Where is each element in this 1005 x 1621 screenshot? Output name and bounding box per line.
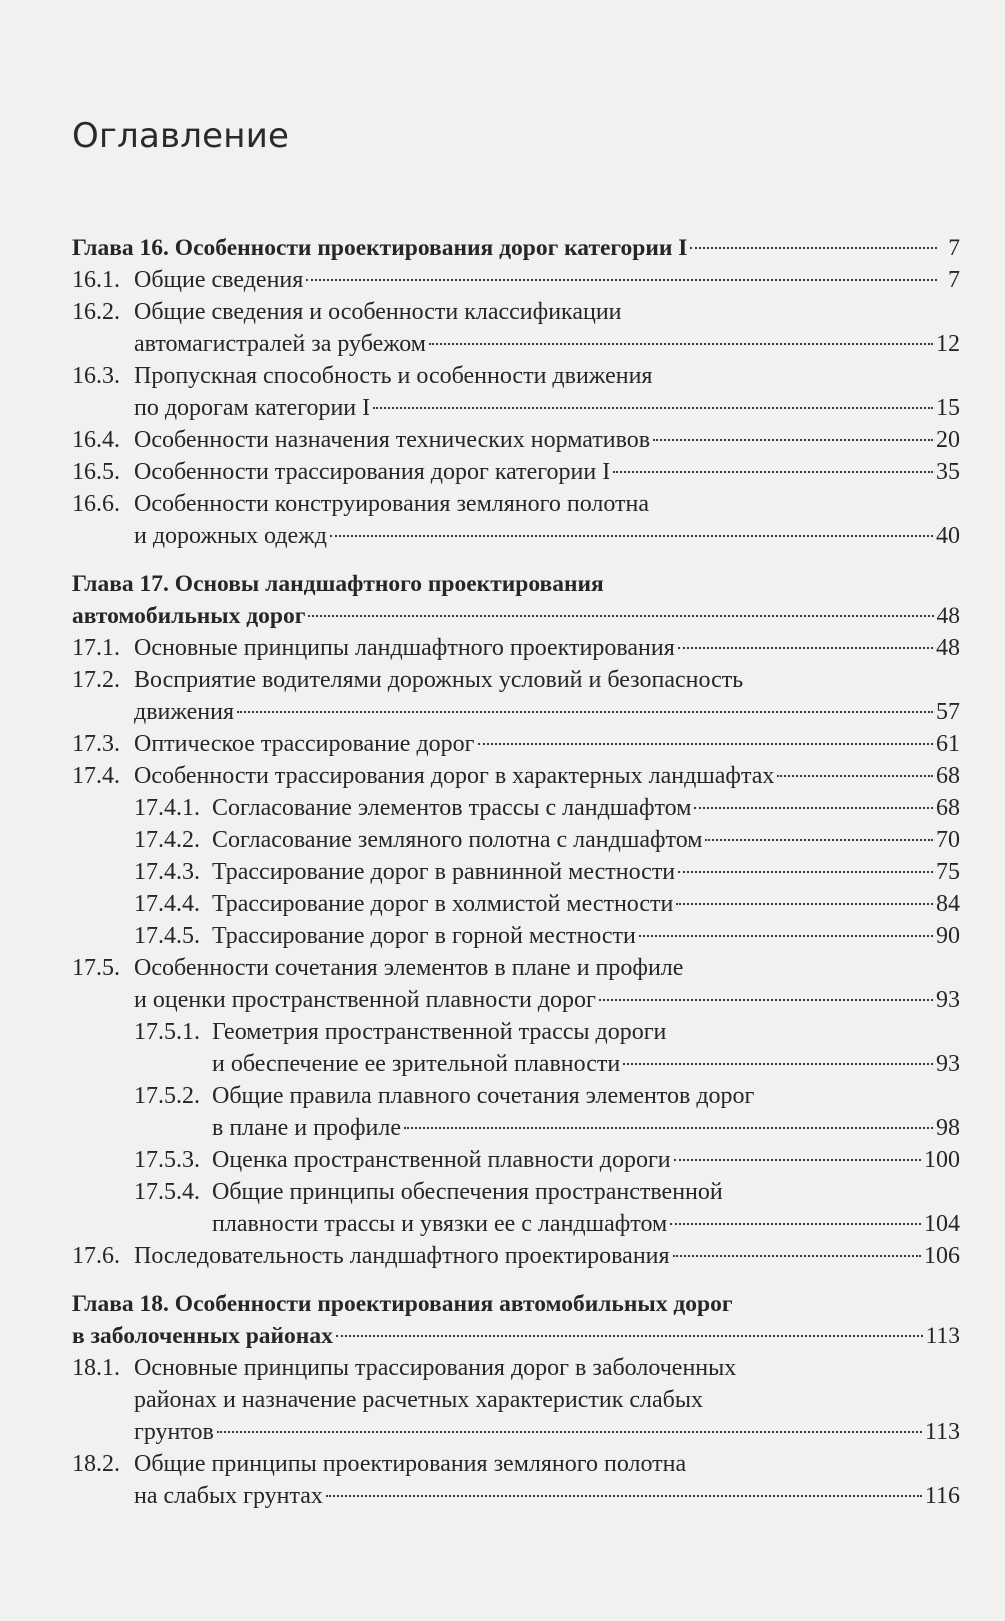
toc-entry-number: 17.6. (72, 1243, 120, 1269)
toc-page-number: 15 (936, 395, 960, 421)
dot-leader (678, 871, 933, 873)
toc-entry-title: Глава 16. Особенности проектирования дорог категории I (72, 235, 688, 261)
toc-entry-line[interactable] (72, 264, 960, 296)
dot-leader (623, 1063, 933, 1065)
toc-page-number: 20 (936, 427, 960, 453)
toc-chapter-line[interactable] (72, 568, 960, 600)
toc-page-number: 93 (936, 987, 960, 1013)
toc-entry-line[interactable] (72, 664, 960, 696)
toc-entry-number: 17.2. (72, 667, 120, 693)
toc-entry-title: Согласование элементов трассы с ландшафтом (212, 795, 692, 821)
toc-entry-title: районах и назначение расчетных характеристик слабых (134, 1387, 703, 1413)
toc-page-number: 70 (936, 827, 960, 853)
toc-entry-line[interactable] (72, 824, 960, 856)
toc-entry-title: Общие принципы проектирования земляного полотна (134, 1451, 687, 1477)
toc-entry-number: 17.5.4. (134, 1179, 200, 1205)
toc-entry-title: по дорогам категории I (134, 395, 371, 421)
toc-page-number: 68 (936, 763, 960, 789)
toc-entry-title: на слабых грунтах (134, 1483, 323, 1509)
toc-entry-title: Особенности назначения технических нормативов (134, 427, 651, 453)
toc-entry-title: плавности трассы и увязки ее с ландшафтом (212, 1211, 668, 1237)
toc-page-number: 113 (925, 1323, 960, 1349)
toc-entry-number: 17.4.5. (134, 923, 200, 949)
toc-page-number: 84 (936, 891, 960, 917)
toc-entry-title: Трассирование дорог в равнинной местности (212, 859, 676, 885)
toc-entry-line[interactable] (72, 360, 960, 392)
toc-entry-line[interactable] (72, 296, 960, 328)
toc-entry-number: 17.4. (72, 763, 120, 789)
dot-leader (308, 615, 933, 617)
toc-entry-line[interactable] (72, 1448, 960, 1480)
toc-page-number: 104 (924, 1211, 960, 1237)
dot-leader (429, 343, 933, 345)
toc-page-number: 40 (936, 523, 960, 549)
toc-entry-title: Основные принципы ландшафтного проектирования (134, 635, 675, 661)
toc-entry-number: 17.4.2. (134, 827, 200, 853)
toc-entry-number: 17.4.1. (134, 795, 200, 821)
dot-leader (373, 407, 933, 409)
toc-entry-title: автомагистралей за рубежом (134, 331, 426, 357)
toc-entry-number: 17.3. (72, 731, 120, 757)
toc-entry-line[interactable] (72, 456, 960, 488)
toc-entry-line[interactable] (72, 1144, 960, 1176)
toc-entry-line[interactable] (72, 1016, 960, 1048)
toc-page-number: 100 (924, 1147, 960, 1173)
toc-entry-title: Оптическое трассирование дорог (134, 731, 475, 757)
toc-entry-line[interactable] (72, 1352, 960, 1384)
toc-chapter-line[interactable] (72, 1288, 960, 1320)
toc-entry-line[interactable] (72, 952, 960, 984)
toc-page-number: 90 (936, 923, 960, 949)
toc-entry-number: 17.5.1. (134, 1019, 200, 1045)
toc-page-number: 35 (936, 459, 960, 485)
toc-page-number: 7 (948, 267, 960, 293)
toc-page-number: 93 (936, 1051, 960, 1077)
toc-entry-title: Общие сведения и особенности классификации (134, 299, 622, 325)
dot-leader (404, 1127, 933, 1129)
toc-entry-title: Общие сведения (134, 267, 304, 293)
toc-entry-number: 18.1. (72, 1355, 120, 1381)
dot-leader (217, 1431, 922, 1433)
toc-entry-number: 17.5.3. (134, 1147, 200, 1173)
dot-leader (777, 775, 933, 777)
toc-entry-number: 18.2. (72, 1451, 120, 1477)
toc-entry-title: Трассирование дорог в холмистой местности (212, 891, 674, 917)
toc-entry-line[interactable] (72, 1480, 960, 1512)
dot-leader (613, 471, 933, 473)
toc-entry-number: 17.5.2. (134, 1083, 200, 1109)
dot-leader (673, 1255, 921, 1257)
toc-page-number: 98 (936, 1115, 960, 1141)
toc-entry-number: 17.5. (72, 955, 120, 981)
toc-entry-line[interactable] (72, 920, 960, 952)
toc-page-number: 113 (924, 1419, 960, 1445)
toc-entry-title: Пропускная способность и особенности движения (134, 363, 653, 389)
toc-entry-line[interactable] (72, 760, 960, 792)
dot-leader (336, 1335, 923, 1337)
toc-entry-line[interactable] (72, 888, 960, 920)
toc-entry-line[interactable] (72, 984, 960, 1016)
toc-entry-line[interactable] (72, 424, 960, 456)
dot-leader (653, 439, 933, 441)
toc-entry-line[interactable] (72, 328, 960, 360)
toc-entry-title: грунтов (134, 1419, 214, 1445)
toc-entry-title: в плане и профиле (212, 1115, 402, 1141)
toc-page-number: 57 (936, 699, 960, 725)
toc-entry-title: Общие правила плавного сочетания элементов дорог (212, 1083, 755, 1109)
table-of-contents (72, 232, 960, 1512)
toc-entry-line[interactable] (72, 1112, 960, 1144)
dot-leader (478, 743, 933, 745)
toc-entry-title: Особенности трассирования дорог категории I (134, 459, 611, 485)
toc-page-number: 61 (936, 731, 960, 757)
toc-entry-line[interactable] (72, 696, 960, 728)
toc-entry-title: Последовательность ландшафтного проектирования (134, 1243, 670, 1269)
toc-page-number: 106 (924, 1243, 960, 1269)
toc-entry-line[interactable] (72, 1048, 960, 1080)
toc-page-number: 116 (924, 1483, 960, 1509)
toc-entry-number: 16.5. (72, 459, 120, 485)
toc-entry-title: Трассирование дорог в горной местности (212, 923, 636, 949)
dot-leader (330, 535, 933, 537)
toc-entry-line[interactable] (72, 520, 960, 552)
toc-entry-line[interactable] (72, 728, 960, 760)
toc-entry-line[interactable] (72, 392, 960, 424)
toc-entry-number: 17.4.4. (134, 891, 200, 917)
toc-entry-title: Особенности сочетания элементов в плане и профиле (134, 955, 684, 981)
toc-entry-number: 16.1. (72, 267, 120, 293)
dot-leader (670, 1223, 921, 1225)
toc-chapter-line[interactable] (72, 232, 960, 264)
toc-entry-line[interactable] (72, 488, 960, 520)
toc-entry-number: 17.1. (72, 635, 120, 661)
dot-leader (306, 279, 937, 281)
dot-leader (237, 711, 933, 713)
dot-leader (676, 903, 933, 905)
toc-entry-title: автомобильных дорог (72, 603, 306, 629)
toc-entry-title: Восприятие водителями дорожных условий и безопасность (134, 667, 744, 693)
toc-page-number: 48 (936, 635, 960, 661)
toc-entry-title: Оценка пространственной плавности дороги (212, 1147, 671, 1173)
toc-entry-line[interactable] (72, 792, 960, 824)
toc-entry-title: в заболоченных районах (72, 1323, 333, 1349)
toc-chapter-line[interactable] (72, 1320, 960, 1352)
page-title: Оглавление (72, 116, 290, 156)
toc-entry-line[interactable] (72, 1176, 960, 1208)
toc-entry-line[interactable] (72, 1416, 960, 1448)
toc-entry-line[interactable] (72, 1384, 960, 1416)
dot-leader (694, 807, 933, 809)
toc-page-number: 7 (948, 235, 960, 261)
toc-entry-line[interactable] (72, 632, 960, 664)
toc-entry-number: 16.2. (72, 299, 120, 325)
dot-leader (690, 247, 937, 249)
toc-page-number: 12 (936, 331, 960, 357)
toc-entry-title: Особенности конструирования земляного полотна (134, 491, 650, 517)
toc-entry-number: 16.6. (72, 491, 120, 517)
dot-leader (674, 1159, 921, 1161)
dot-leader (639, 935, 933, 937)
toc-entry-number: 17.4.3. (134, 859, 200, 885)
toc-entry-title: Согласование земляного полотна с ландшафтом (212, 827, 703, 853)
toc-chapter-line[interactable] (72, 600, 960, 632)
toc-entry-title: Глава 17. Основы ландшафтного проектирования (72, 571, 604, 597)
toc-entry-title: и обеспечение ее зрительной плавности (212, 1051, 621, 1077)
toc-entry-line[interactable] (72, 1080, 960, 1112)
toc-entry-title: и оценки пространственной плавности дорог (134, 987, 596, 1013)
toc-entry-line[interactable] (72, 856, 960, 888)
dot-leader (599, 999, 933, 1001)
toc-entry-title: Глава 18. Особенности проектирования автомобильных дорог (72, 1291, 733, 1317)
toc-entry-title: Особенности трассирования дорог в характерных ландшафтах (134, 763, 775, 789)
dot-leader (326, 1495, 922, 1497)
toc-page-number: 68 (936, 795, 960, 821)
toc-entry-line[interactable] (72, 1240, 960, 1272)
toc-entry-number: 16.3. (72, 363, 120, 389)
toc-page-number: 48 (936, 603, 960, 629)
toc-entry-title: Основные принципы трассирования дорог в заболоченных (134, 1355, 737, 1381)
toc-entry-title: и дорожных одежд (134, 523, 327, 549)
toc-entry-title: движения (134, 699, 235, 725)
toc-entry-title: Геометрия пространственной трассы дороги (212, 1019, 667, 1045)
dot-leader (678, 647, 933, 649)
dot-leader (705, 839, 933, 841)
toc-entry-title: Общие принципы обеспечения пространственной (212, 1179, 723, 1205)
toc-entry-line[interactable] (72, 1208, 960, 1240)
toc-page-number: 75 (936, 859, 960, 885)
toc-entry-number: 16.4. (72, 427, 120, 453)
